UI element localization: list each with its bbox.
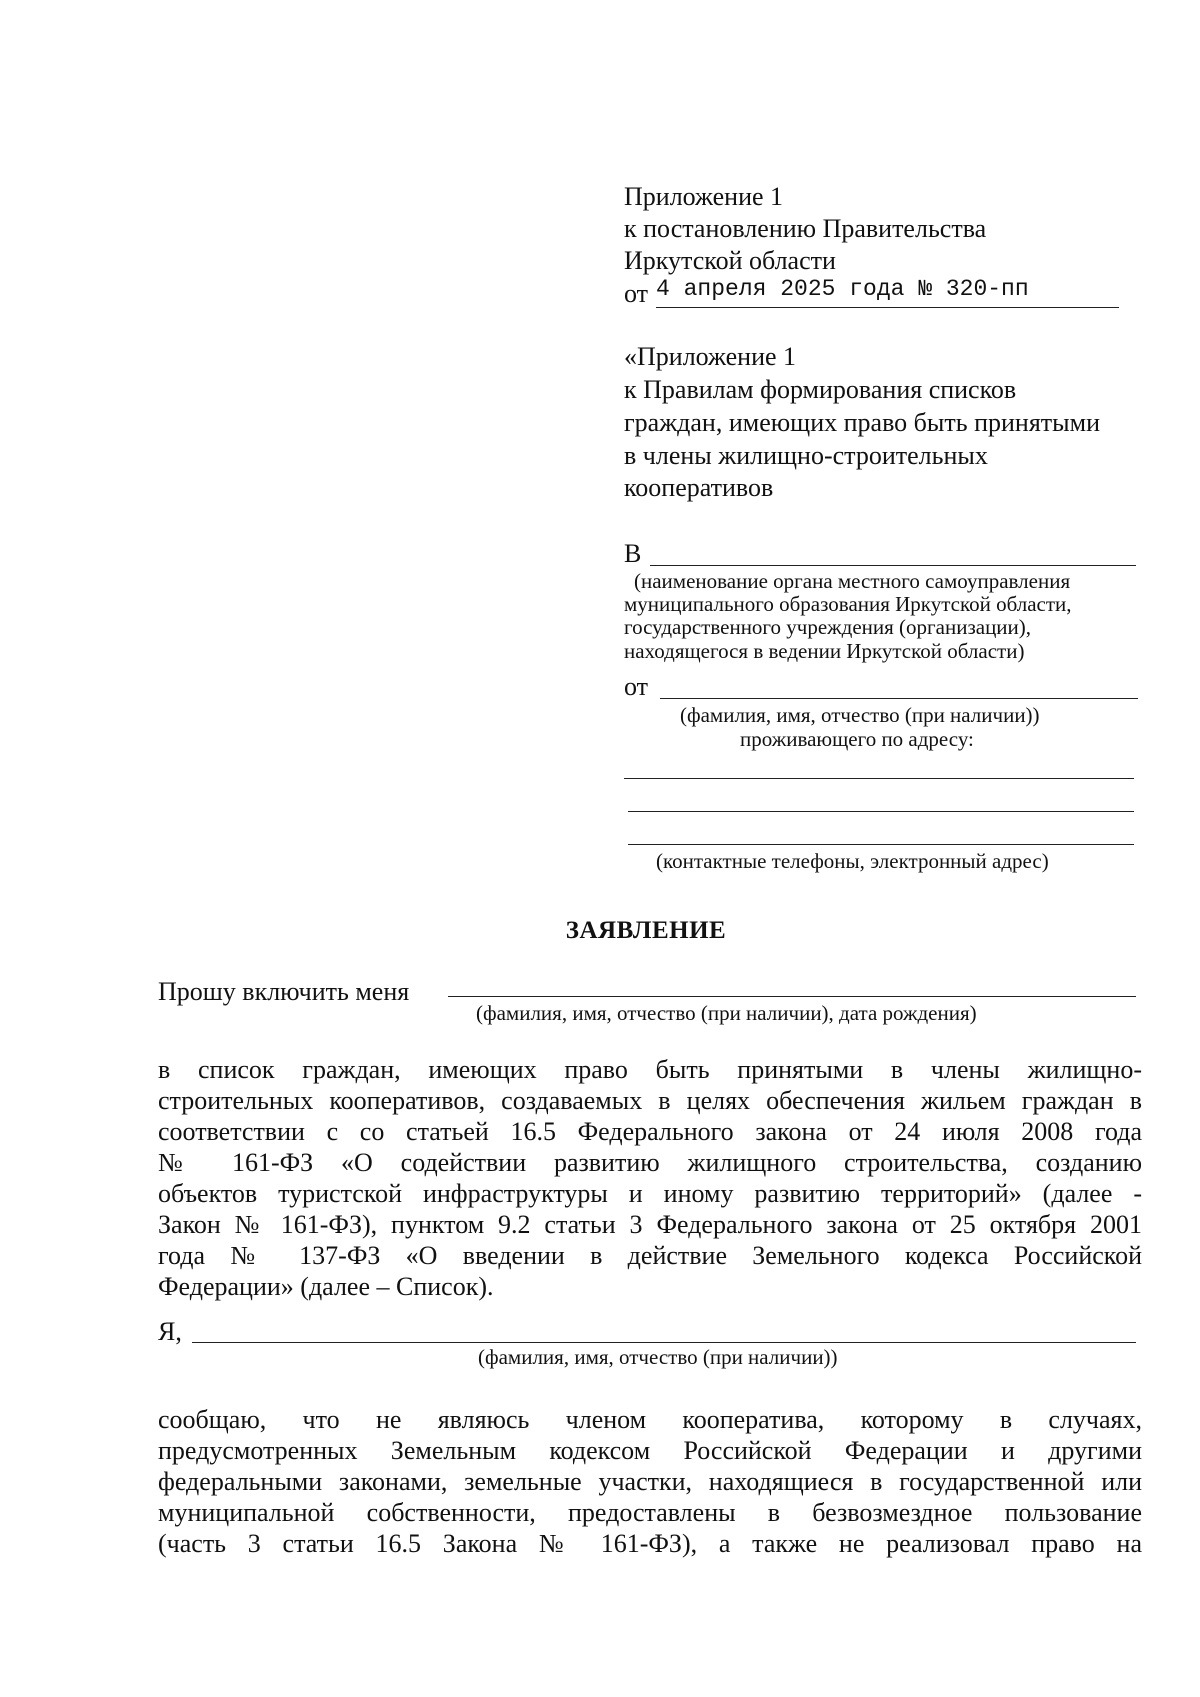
region-line: Иркутской области [624,246,836,275]
from-prefix: от [624,279,649,308]
paragraph-2-line: муниципальной собственности, предоставлены в безвозмездное пользование [158,1498,1142,1527]
rules-appendix-line-4: в члены жилищно-строительных [624,441,988,470]
paragraph-2-line: предусмотренных Земельным кодексом Российской Федерации и другими [158,1436,1142,1465]
resolution-line: к постановлению Правительства [624,214,987,243]
declarant-caption: (фамилия, имя, отчество (при наличии)) [478,1345,838,1369]
address-line-2[interactable] [628,811,1134,812]
to-prefix: В [624,539,642,568]
request-lead: Прошу включить меня [158,977,410,1006]
request-caption: (фамилия, имя, отчество (при наличии), дата рождения) [476,1001,977,1025]
organ-caption-line-3: государственного учреждения (организации), [624,615,1032,639]
paragraph-1-line: в список граждан, имеющих право быть принятыми в члены жилищно- [158,1055,1142,1084]
declarant-lead: Я, [158,1317,182,1346]
document-title: ЗАЯВЛЕНИЕ [565,917,727,944]
rules-appendix-line-3: граждан, имеющих право быть принятыми [624,408,1100,437]
paragraph-1-line: соответствии с со статьей 16.5 Федерального закона от 24 июля 2008 года [158,1117,1142,1146]
from-applicant-prefix: от [624,672,649,701]
rules-appendix-line-5: кооперативов [624,473,774,502]
contacts-line[interactable] [628,844,1134,845]
declarant-fio-field[interactable] [192,1342,1136,1343]
paragraph-1 [158,1054,1142,1302]
address-line-1[interactable] [624,778,1134,779]
paragraph-2-line: федеральными законами, земельные участки, находящиеся в государственной или [158,1467,1142,1496]
organ-caption-line-2: муниципального образования Иркутской области, [624,592,1072,616]
organ-caption-line-1: (наименование органа местного самоуправления [634,569,1071,593]
paragraph-1-line: объектов туристской инфраструктуры и иному развитию территорий» (далее - [158,1179,1142,1208]
paragraph-1-line: года № 137-ФЗ «О введении в действие Земельного кодекса Российской [158,1241,1142,1270]
paragraph-1-line: № 161-ФЗ «О содействии развитию жилищного строительства, созданию [158,1148,1142,1177]
applicant-fio-field[interactable] [660,698,1138,699]
rules-appendix-line-2: к Правилам формирования списков [624,375,1017,404]
paragraph-1-line: Федерации» (далее – Список). [158,1272,494,1301]
organ-caption-line-4: находящегося в ведении Иркутской области) [624,639,1025,663]
residing-caption: проживающего по адресу: [740,727,974,751]
request-fio-field[interactable] [448,996,1136,997]
resolution-date-number: 4 апреля 2025 года № 320-пп [656,276,1029,302]
paragraph-2-line: сообщаю, что не являюсь членом кооператива, которому в случаях, [158,1405,1142,1434]
paragraph-1-line: строительных кооперативов, создаваемых в целях обеспечения жильем граждан в [158,1086,1142,1115]
date-underline [656,307,1119,308]
fio-caption: (фамилия, имя, отчество (при наличии)) [680,703,1040,727]
paragraph-2 [158,1404,1142,1559]
paragraph-2-line: (часть 3 статьи 16.5 Закона № 161-ФЗ), а также не реализовал право на [158,1529,1142,1558]
appendix-label: Приложение 1 [624,182,784,211]
contacts-caption: (контактные телефоны, электронный адрес) [656,849,1049,873]
organ-name-field[interactable] [650,565,1136,566]
paragraph-1-line: Закон № 161-ФЗ), пунктом 9.2 статьи 3 Федерального закона от 25 октября 2001 [158,1210,1142,1239]
rules-appendix-line-1: «Приложение 1 [624,342,797,371]
